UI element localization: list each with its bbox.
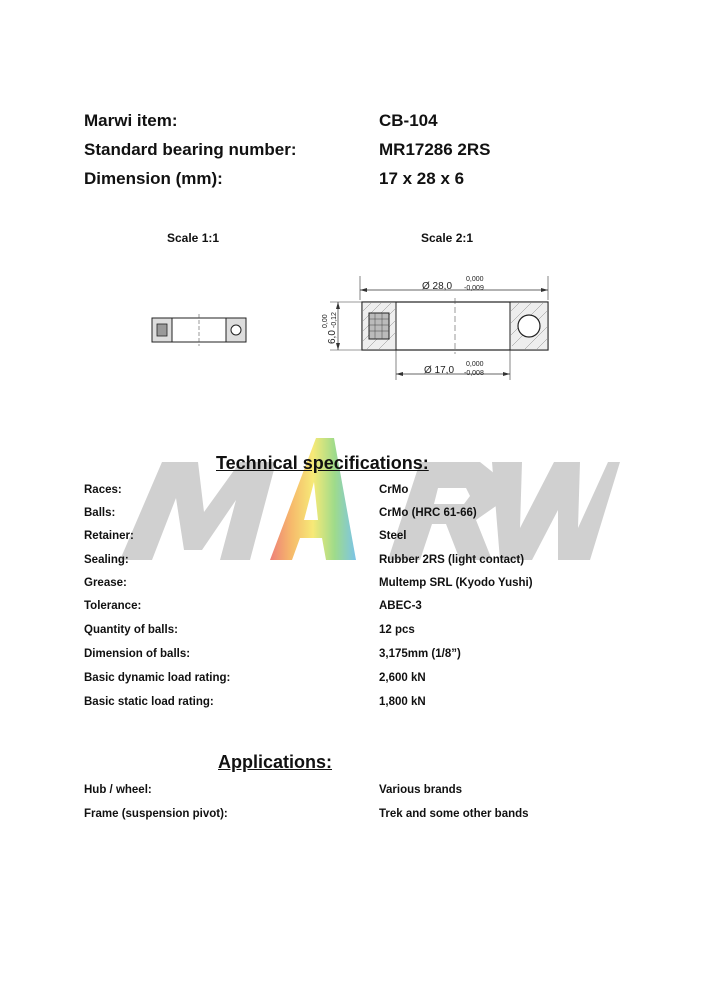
spec-value-quantity-of-balls: 12 pcs	[379, 624, 415, 636]
width-tol-upper: 0,00	[322, 314, 329, 328]
dimension-value: 17 x 28 x 6	[379, 169, 465, 188]
spec-label-dimension-of-balls: Dimension of balls:	[84, 648, 191, 660]
spec-value-grease: Multemp SRL (Kyodo Yushi)	[379, 577, 533, 589]
dimension-label: Dimension (mm):	[84, 169, 223, 188]
spec-value-dimension-of-balls: 3,175mm (1/8”)	[379, 648, 461, 660]
spec-label-grease: Grease:	[84, 577, 127, 589]
bearing-number-label: Standard bearing number:	[84, 140, 297, 159]
inner-tol-upper: 0,000	[466, 361, 484, 368]
spec-value-dynamic-load: 2,600 kN	[379, 672, 426, 684]
item-value: CB-104	[379, 111, 438, 130]
inner-diameter-text: Ø 17,0	[424, 365, 455, 376]
scale-1-label: Scale 1:1	[167, 231, 220, 245]
outer-diameter-text: Ø 28,0	[422, 281, 453, 292]
application-value-hub: Various brands	[379, 784, 463, 796]
application-value-frame: Trek and some other bands	[379, 808, 529, 820]
bearing-number-value: MR17286 2RS	[379, 140, 491, 159]
item-label: Marwi item:	[84, 111, 178, 130]
spec-value-static-load: 1,800 kN	[379, 696, 426, 708]
spec-label-static-load: Basic static load rating:	[84, 696, 214, 708]
spec-label-quantity-of-balls: Quantity of balls:	[84, 624, 178, 636]
spec-label-balls: Balls:	[84, 507, 116, 519]
spec-value-balls: CrMo (HRC 61-66)	[379, 507, 477, 519]
spec-value-retainer: Steel	[379, 530, 407, 542]
application-label-frame: Frame (suspension pivot):	[84, 808, 228, 820]
spec-label-retainer: Retainer:	[84, 530, 134, 542]
spec-label-dynamic-load: Basic dynamic load rating:	[84, 672, 231, 684]
bearing-drawing-scale-1	[146, 312, 252, 348]
spec-value-sealing: Rubber 2RS (light contact)	[379, 554, 525, 566]
width-tol-lower: -0,12	[331, 312, 338, 328]
spec-label-tolerance: Tolerance:	[84, 600, 142, 612]
marwi-watermark-logo	[120, 432, 620, 564]
spec-label-sealing: Sealing:	[84, 554, 129, 566]
spec-value-tolerance: ABEC-3	[379, 600, 422, 612]
outer-tol-lower: -0,009	[464, 285, 484, 292]
applications-title: Applications:	[218, 752, 333, 772]
inner-tol-lower: -0,008	[464, 370, 484, 377]
width-text: 6,0	[327, 330, 338, 344]
bearing-drawing-scale-2	[322, 268, 558, 386]
spec-label-races: Races:	[84, 484, 122, 496]
scale-2-label: Scale 2:1	[421, 231, 474, 245]
spec-value-races: CrMo	[379, 484, 409, 496]
application-label-hub: Hub / wheel:	[84, 784, 152, 796]
outer-tol-upper: 0,000	[466, 276, 484, 283]
technical-specifications-title: Technical specifications:	[216, 453, 429, 473]
